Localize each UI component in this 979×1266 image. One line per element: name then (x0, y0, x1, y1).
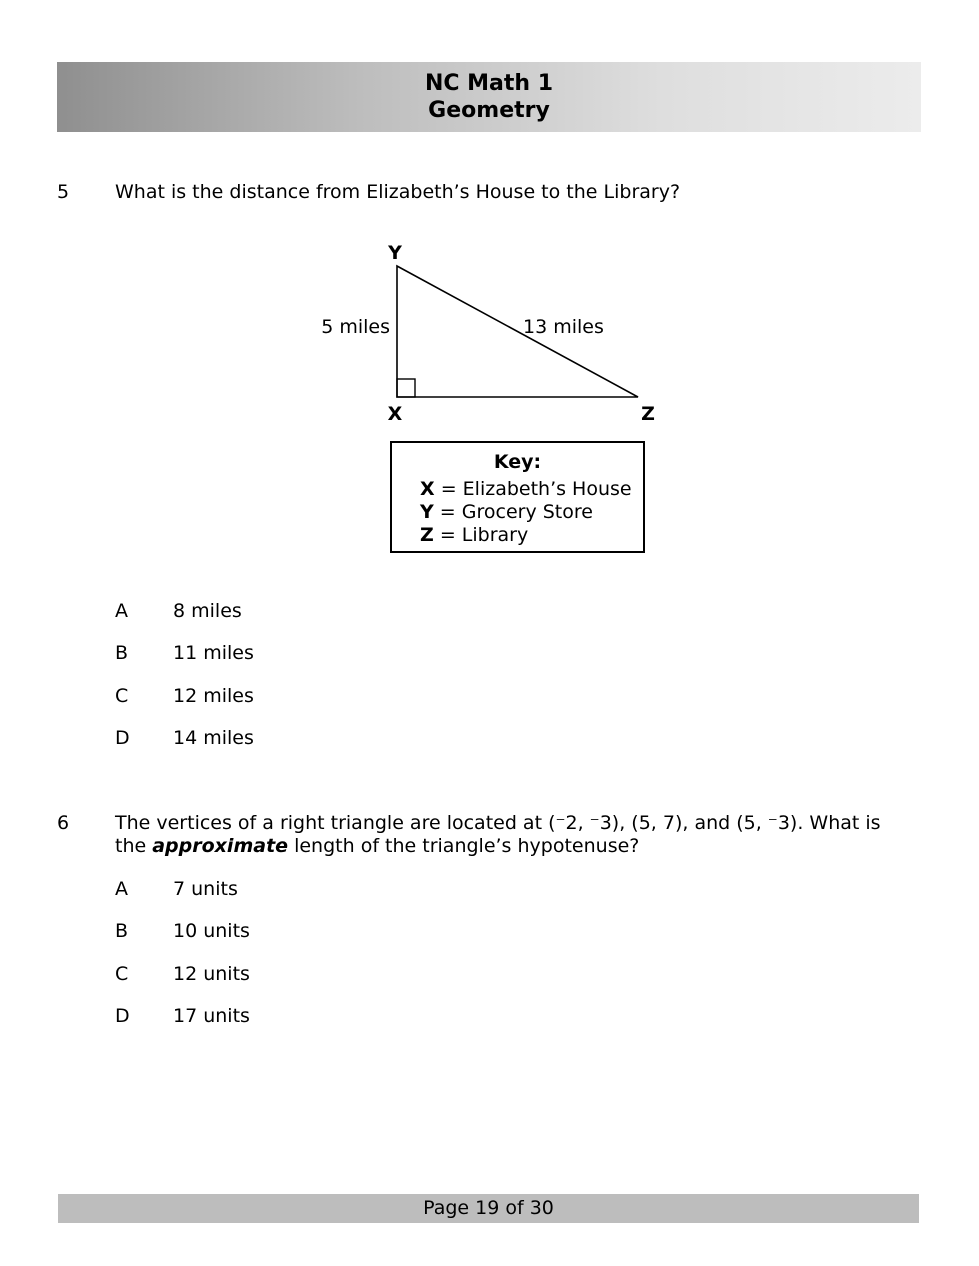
key-row (420, 478, 632, 500)
option-text: 7 units (173, 878, 238, 900)
key-description: = Elizabeth’s House (434, 478, 632, 500)
question-text-part: length of the triangle’s hypotenuse? (288, 835, 640, 857)
side-label-yz: 13 miles (523, 316, 604, 338)
option-letter: C (115, 963, 129, 985)
option-letter: C (115, 685, 129, 707)
option-text: 12 miles (173, 685, 254, 707)
header-unit: Geometry (428, 98, 550, 123)
vertex-label-z: Z (641, 403, 655, 425)
option-text: 8 miles (173, 600, 242, 622)
right-triangle-figure (0, 0, 979, 440)
question-emphasis: approximate (152, 835, 289, 857)
option-text: 11 miles (173, 642, 254, 664)
question-number: 6 (57, 812, 70, 834)
question-text (115, 812, 910, 858)
option-text: 10 units (173, 920, 250, 942)
option-text: 14 miles (173, 727, 254, 749)
right-angle-marker (397, 379, 415, 397)
header-course: NC Math 1 (424, 71, 554, 96)
option-text: 17 units (173, 1005, 250, 1027)
key-symbol: X (420, 478, 435, 500)
option-letter: D (115, 727, 130, 749)
question-text-part: The vertices of a right triangle are located at (⁻2, ⁻3), (5, 7), and (5, ⁻3). What is the (115, 812, 881, 857)
vertex-label-y: Y (388, 242, 402, 264)
option-letter: B (115, 920, 129, 942)
vertex-label-x: X (387, 403, 403, 425)
key-title: Key: (493, 451, 542, 473)
figure-key (390, 441, 645, 553)
option-letter: B (115, 642, 129, 664)
page-number: Page 19 of 30 (423, 1197, 554, 1219)
option-letter: A (115, 878, 128, 900)
key-description: = Grocery Store (433, 501, 593, 523)
key-row (420, 501, 593, 523)
key-row (420, 524, 528, 546)
option-letter: A (115, 600, 128, 622)
page-footer (58, 1194, 919, 1223)
key-symbol: Z (420, 524, 434, 546)
key-description: = Library (433, 524, 529, 546)
side-label-xy: 5 miles (321, 316, 390, 338)
question-number: 5 (57, 181, 70, 203)
question-text: What is the distance from Elizabeth’s House to the Library? (115, 181, 681, 203)
option-text: 12 units (173, 963, 250, 985)
option-letter: D (115, 1005, 130, 1027)
key-symbol: Y (420, 501, 434, 523)
